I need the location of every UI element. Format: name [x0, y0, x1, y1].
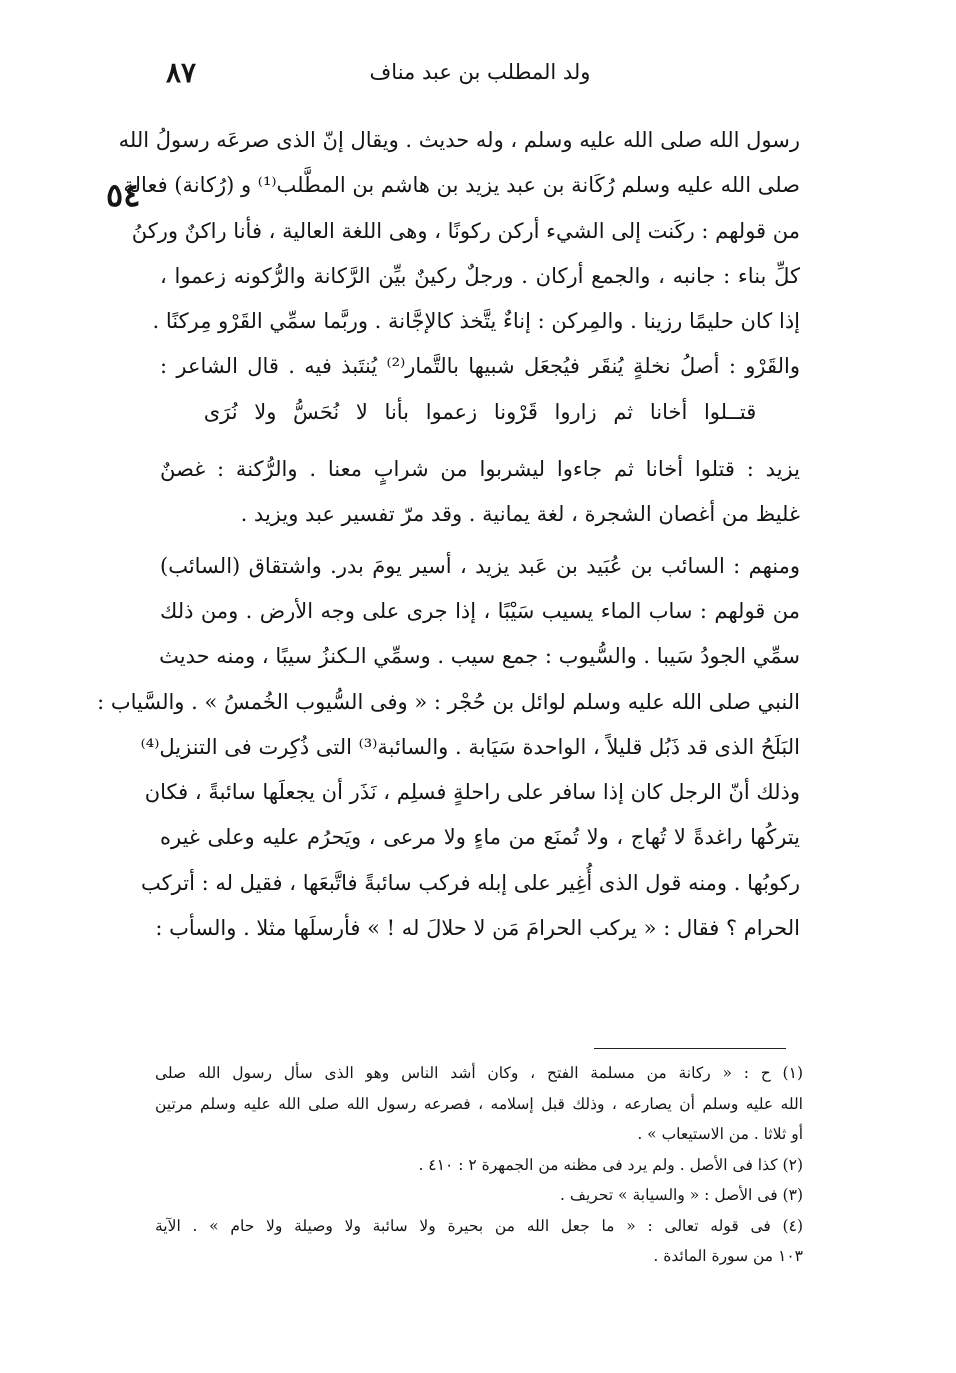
body-line: والقَرْو : أصلُ نخلةٍ يُنقَر فيُجعَل شبيها بالتَّمار⁽²⁾ يُنتَبذ فيه . قال الشاعر :: [160, 354, 801, 379]
margin-number: ٥٤: [106, 176, 141, 214]
body-line: وذلك أنّ الرجل كان إذا سافر على راحلةٍ فسلِم ، نَذَر أن يجعلَها سائبةً ، فكان: [144, 780, 800, 805]
body-line: سمِّي الجودُ سَيبا . والسُّيوب : جمع سيب . وسمِّي الـكنزُ سيبًا ، ومنه حديث: [159, 644, 800, 669]
body-line: ومنهم : السائب بن عُبَيد بن عَبد يزيد ، أسير يومَ بدر. واشتقاق (السائب): [160, 553, 800, 578]
body-line: الحرام ؟ فقال : « يركب الحرامَ مَن لا حلالَ له ! » فأرسلَها مثلا . والسأب :: [155, 916, 800, 941]
running-header: ولد المطلب بن عبد مناف: [369, 60, 591, 84]
footnote-line: ١٠٣ من سورة المائدة .: [653, 1247, 803, 1265]
footnote-line: (١) ح : « ركانة من مسلمة الفتح ، وكان أشد الناس وهو الذى سأل رسول الله صلى: [155, 1064, 803, 1082]
footnote-line: (٤) فى قوله تعالى : « ما جعل الله من بحيرة ولا سائبة ولا وصيلة ولا حام » . الآية: [155, 1216, 803, 1235]
body-line: النبي صلى الله عليه وسلم لوائل بن حُجْر : « وفى السُّيوب الخُمسُ » . والسَّياب :: [97, 689, 800, 714]
body-line: كلِّ بناء : جانبه ، والجمع أركان . ورجلٌ ركينٌ بيِّن الرَّكانة والرُّكونه زعموا ،: [160, 263, 800, 288]
footnote-line: (٢) كذا فى الأصل . ولم يرد فى مظنه من الجمهرة ٢ : ٤١٠ .: [418, 1155, 803, 1174]
body-line: من قولهم : ساب الماء يسيب سَيْبًا ، إذا جرى على وجه الأرض . ومن ذلك: [160, 598, 800, 623]
body-line: ركوبُها . ومنه قول الذى أُغِير على إبله فركب سائبةً فاتَّبعَها ، فقيل له : أتركب: [141, 870, 800, 895]
body-line: إذا كان حليمًا رزينا . والمِركن : إناءٌ يتَّخذ كالإجَّانة . وربَّما سمِّي القَرْو مِركنًا .: [152, 309, 800, 334]
body-line: يزيد : قتلوا أخانا ثم جاءوا ليشربوا من شرابٍ معنا . والرُّكنة : غصنٌ: [160, 457, 800, 482]
body-line: البَلَحُ الذى قد ذَبُل قليلاً ، الواحدة سَيَابة . والسائبة⁽³⁾ التى ذُكِرت فى التنزيل⁽⁴⁾: [140, 734, 800, 759]
poem-verse: قتــلوا أخانا ثم زاروا قَرْونا زعموا بأنا لا نُحَسُّ ولا نُرَى: [203, 399, 757, 424]
body-line: صلى الله عليه وسلم رُكَانة بن عبد يزيد بن هاشم بن المطَّلب⁽¹⁾ و (رُكانة) فعالة: [123, 173, 800, 198]
footnote-line: (٣) فى الأصل : « والسيابة » تحريف .: [560, 1186, 803, 1204]
body-line: يتركُها راغدةً لا تُهاج ، ولا تُمنَع من ماءٍ ولا مرعى ، ويَحرُم عليه وعلى غيره: [160, 825, 800, 850]
page-number: ٨٧: [166, 56, 197, 89]
body-line: رسول الله صلى الله عليه وسلم ، وله حديث . ويقال إنّ الذى صرعَه رسولُ الله: [118, 128, 800, 152]
footnotes: [155, 1058, 803, 1272]
body-line: غليظ من أغصان الشجرة ، لغة يمانية . وقد مرّ تفسير عبد ويزيد .: [240, 502, 800, 527]
footnote-line: أو ثلاثا . من الاستيعاب » .: [637, 1125, 803, 1143]
body-line: من قولهم : ركَنت إلى الشيء أركن ركونًا ، وهى اللغة العالية ، فأنا راكنٌ وركنُ: [131, 218, 800, 243]
footnote-line: الله عليه وسلم أن يصارعه ، وذلك قبل إسلامه ، فصرعه رسول الله صلى الله عليه وسلم مرتين: [155, 1094, 803, 1113]
footnote-divider: [594, 1048, 786, 1049]
